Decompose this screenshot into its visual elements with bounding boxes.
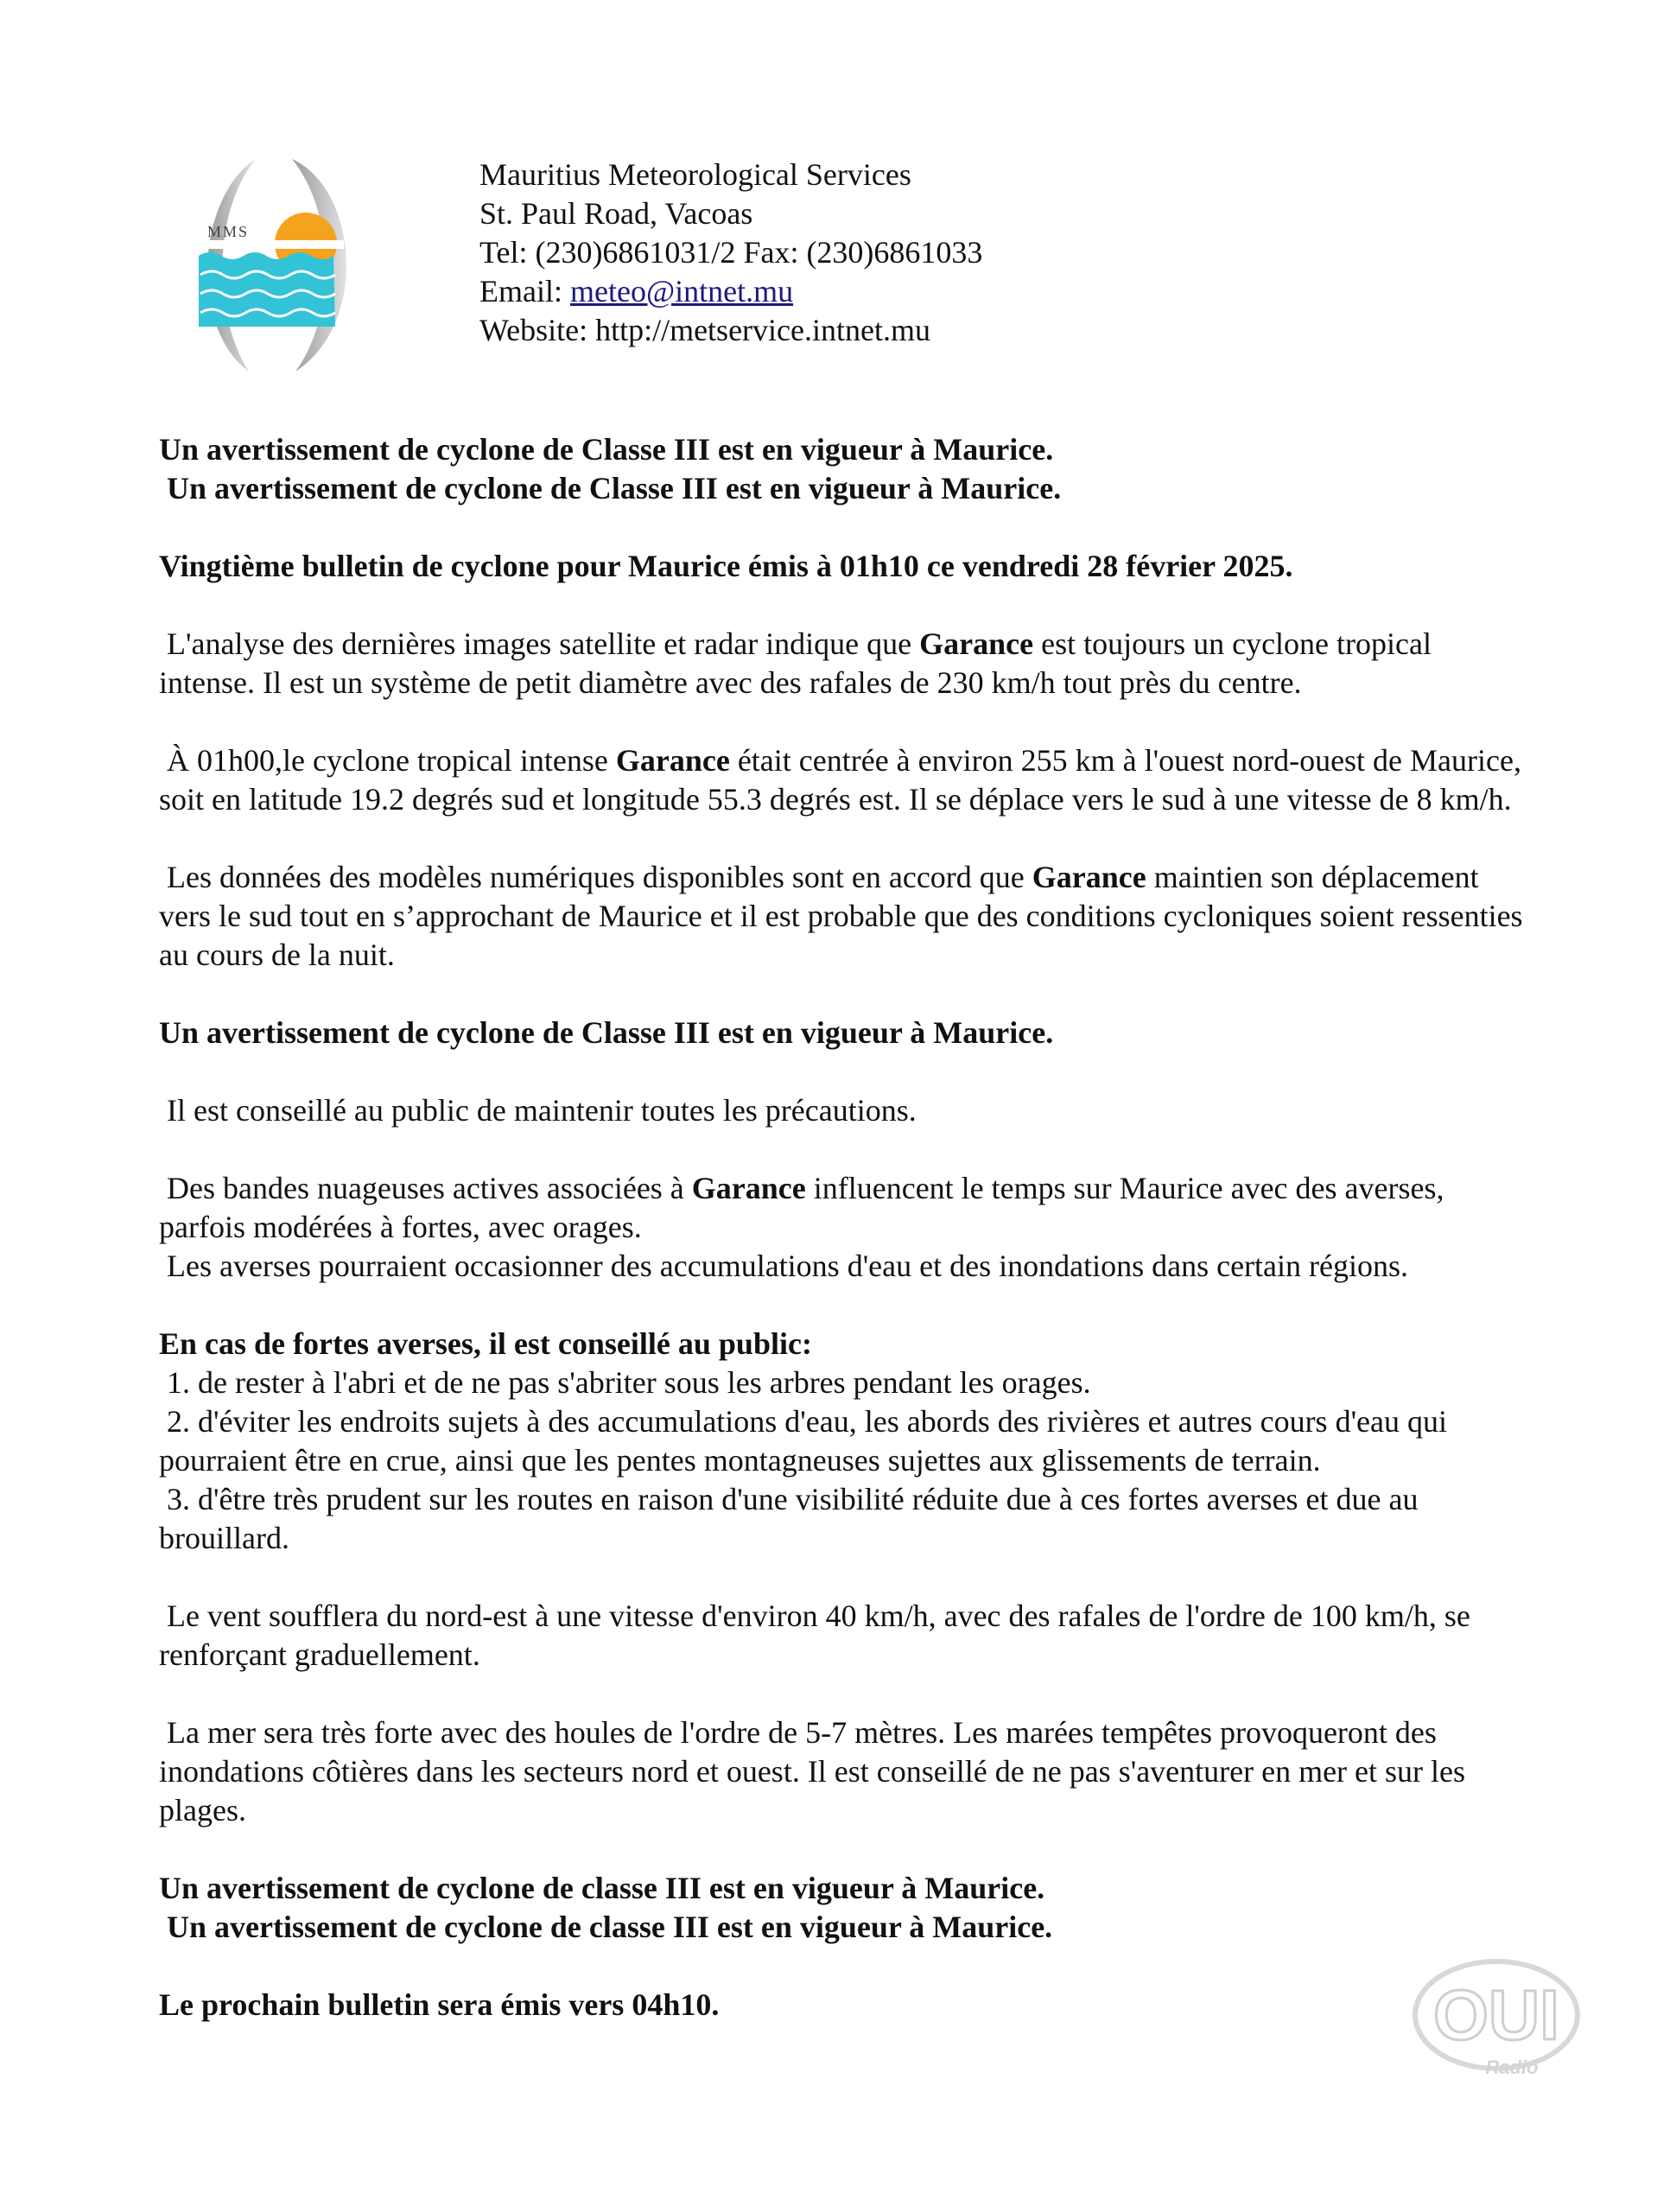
bulletin-issue: Vingtième bulletin de cyclone pour Maurice émis à 01h10 ce vendredi 28 février 2025. [159, 549, 1293, 583]
watermark-main: OUI [1433, 1976, 1559, 2055]
oui-radio-watermark-icon [1410, 1955, 1583, 2084]
cyclone-name: Garance [615, 743, 730, 778]
org-address: St. Paul Road, Vacoas [479, 196, 753, 231]
heavy-rain-heading: En cas de fortes averses, il est conseillé au public: [159, 1326, 812, 1361]
showers-paragraph: Les averses pourraient occasionner des accumulations d'eau et des inondations dans certain régions. [159, 1249, 1408, 1283]
wind-paragraph: Le vent soufflera du nord-est à une vitesse d'environ 40 km/h, avec des rafales de l'ordre de 100 km/h, se renforçant graduellement. [159, 1599, 1478, 1672]
advice-paragraph: Il est conseillé au public de maintenir toutes les précautions. [159, 1093, 917, 1128]
warning-heading-3: Un avertissement de cyclone de Classe III est en vigueur à Maurice. [159, 1015, 1054, 1050]
org-name: Mauritius Meteorological Services [479, 157, 911, 192]
mms-logo-icon [188, 154, 361, 377]
watermark-sub: Radio [1485, 2056, 1539, 2078]
advice-item-3: 3. d'être très prudent sur les routes en raison d'une visibilité réduite due à ces fortes averses et due au brouillard. [159, 1482, 1426, 1555]
cyclone-name: Garance [919, 626, 1034, 661]
logo-text: MMS [207, 223, 250, 240]
sea-paragraph: La mer sera très forte avec des houles de l'ordre de 5-7 mètres. Les marées tempêtes provoqueront des inondations côtières dans les secteurs nord et ouest. Il est conseillé de ne pas s'aventurer en mer et sur les plages. [159, 1715, 1474, 1827]
cyclone-name: Garance [691, 1171, 806, 1205]
models-paragraph: Les données des modèles numériques disponibles sont en accord que Garance maintien son déplacement vers le sud tout en s’approchant de Maurice et il est probable que des conditions cycloniques soient ressenties au cours de la nuit. [159, 860, 1523, 972]
position-paragraph: À 01h00,le cyclone tropical intense Garance était centrée à environ 255 km à l'ouest nord-ouest de Maurice, soit en latitude 19.2 degrés sud et longitude 55.3 degrés est. Il se déplace vers le sud à une vitesse de 8 km/h. [159, 743, 1521, 817]
next-bulletin: Le prochain bulletin sera émis vers 04h10. [159, 1987, 720, 2022]
org-email-line [479, 272, 982, 311]
header-address [479, 156, 982, 350]
cyclone-name: Garance [1032, 860, 1146, 894]
warning-heading-5: Un avertissement de cyclone de classe III est en vigueur à Maurice. [159, 1910, 1053, 1944]
warning-heading-4: Un avertissement de cyclone de classe III est en vigueur à Maurice. [159, 1871, 1045, 1905]
analysis-paragraph: L'analyse des dernières images satellite et radar indique que Garance est toujours un cyclone tropical intense. Il est un système de petit diamètre avec des rafales de 230 km/h tout près du centre. [159, 626, 1432, 700]
warning-heading-2: Un avertissement de cyclone de Classe III est en vigueur à Maurice. [159, 471, 1062, 505]
advice-item-2: 2. d'éviter les endroits sujets à des accumulations d'eau, les abords des rivières et autres cours d'eau qui pourraient être en crue, ainsi que les pentes montagneuses sujettes aux glissements de terrain. [159, 1404, 1456, 1478]
email-link[interactable]: meteo@intnet.mu [569, 274, 794, 308]
bulletin-body [159, 430, 1524, 2024]
bands-paragraph: Des bandes nuageuses actives associées à Garance influencent le temps sur Maurice avec des averses, parfois modérées à fortes, avec orages. [159, 1171, 1444, 1244]
email-label: Email: [479, 274, 570, 308]
advice-item-1: 1. de rester à l'abri et de ne pas s'abriter sous les arbres pendant les orages. [159, 1365, 1091, 1400]
warning-heading-1: Un avertissement de cyclone de Classe III est en vigueur à Maurice. [159, 432, 1054, 467]
org-phone: Tel: (230)6861031/2 Fax: (230)6861033 [479, 235, 983, 270]
org-website: Website: http://metservice.intnet.mu [479, 313, 930, 347]
